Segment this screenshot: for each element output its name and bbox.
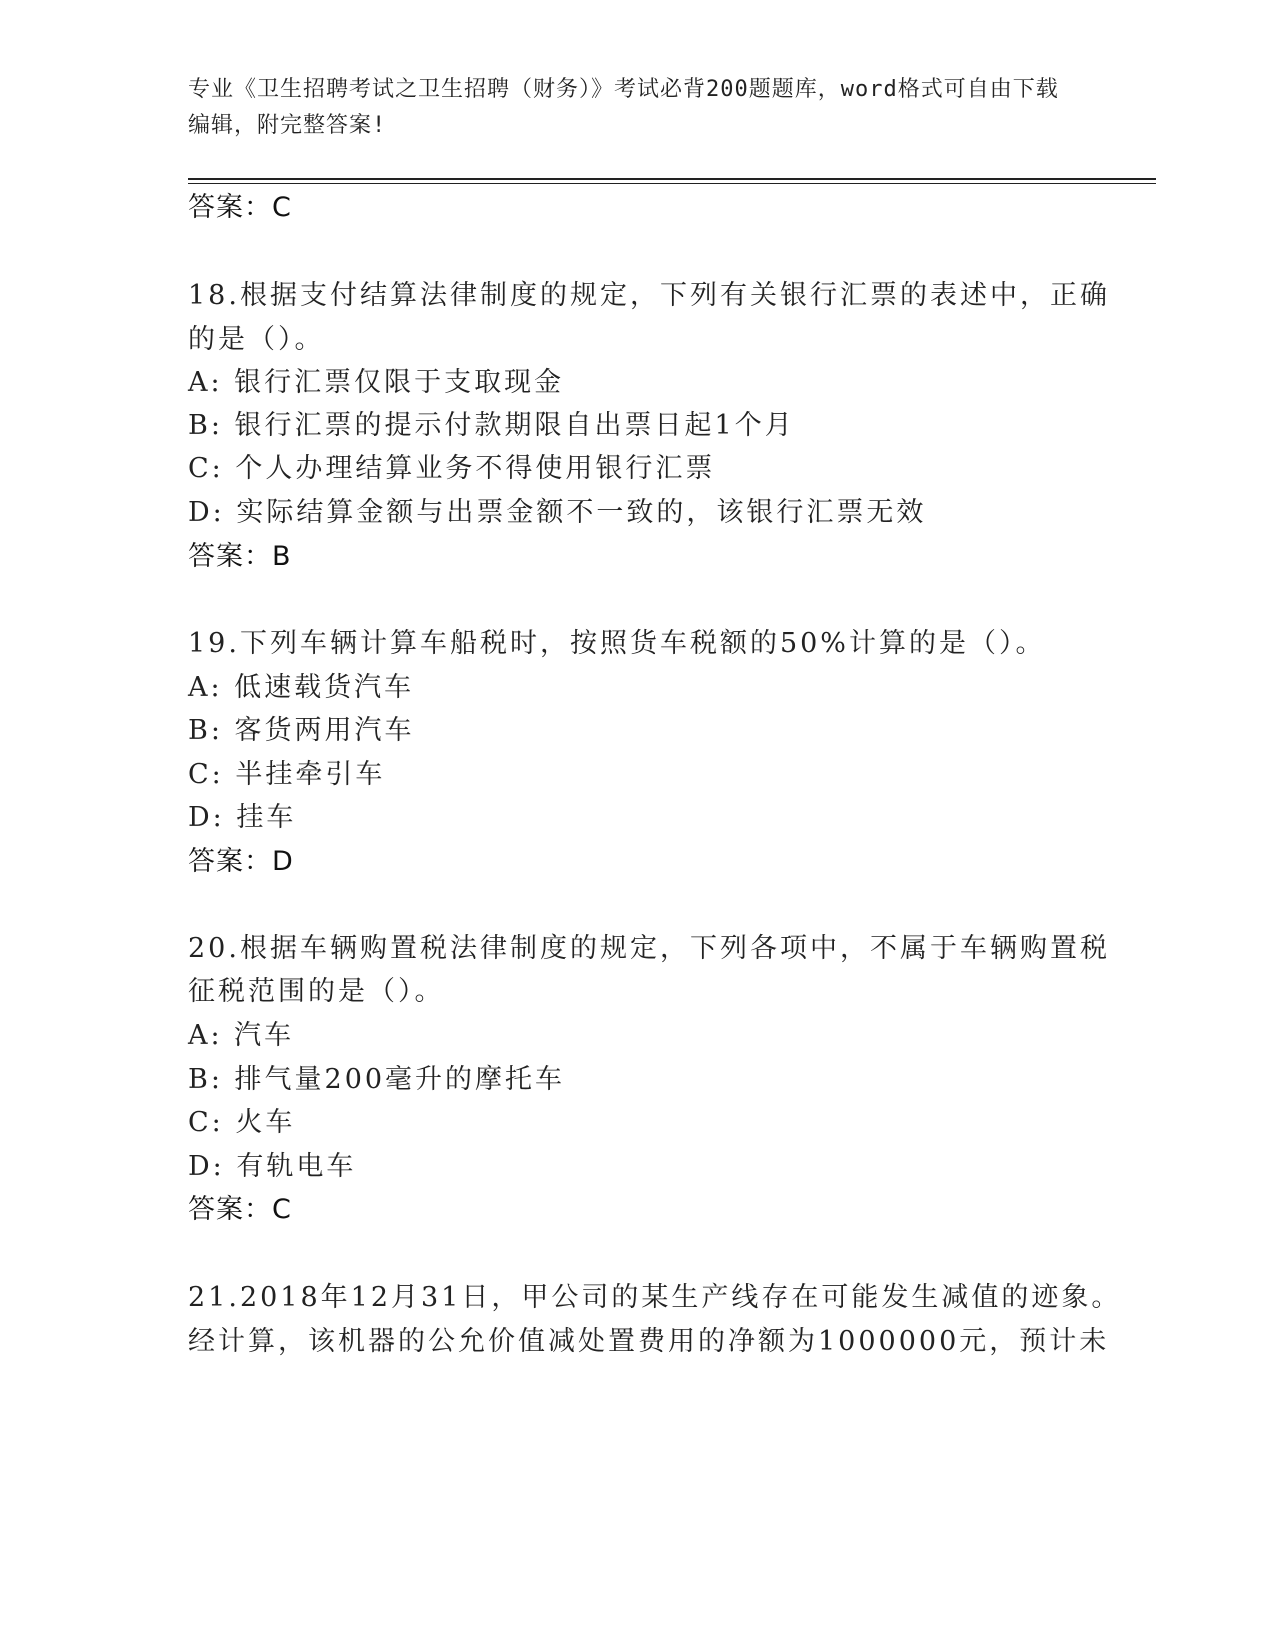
question-18-stem-line-2: 的是（）。 [188,324,325,355]
previous-answer: 答案：C [188,192,292,223]
header-rule-thin [188,183,1156,184]
question-19-option-d: D: 挂车 [188,802,297,833]
question-18-option-b: B: 银行汇票的提示付款期限自出票日起1个月 [188,410,795,441]
question-21-stem-line-1: 21.2018年12月31日，甲公司的某生产线存在可能发生减值的迹象。 [188,1282,1122,1313]
question-18-answer: 答案：B [188,541,292,572]
question-18-stem-line-1: 18.根据支付结算法律制度的规定，下列有关银行汇票的表述中，正确 [188,280,1110,311]
question-20-option-c: C: 火车 [188,1107,296,1138]
question-18-option-c: C: 个人办理结算业务不得使用银行汇票 [188,453,716,484]
question-20-answer: 答案：C [188,1194,292,1225]
question-20-stem-line-2: 征税范围的是（）。 [188,976,445,1007]
question-19-option-c: C: 半挂牵引车 [188,759,386,790]
question-19-option-b: B: 客货两用汽车 [188,715,415,746]
question-20-option-b: B: 排气量200毫升的摩托车 [188,1064,566,1095]
question-18-option-d: D: 实际结算金额与出票金额不一致的，该银行汇票无效 [188,497,927,528]
question-19-answer: 答案：D [188,846,294,877]
question-19-stem-line-1: 19.下列车辆计算车船税时，按照货车税额的50%计算的是（）。 [188,628,1046,659]
page-header: 专业《卫生招聘考试之卫生招聘（财务）》考试必背200题题库，word格式可自由下载编辑，附完整答案! [188,77,1059,138]
question-21-stem-line-2: 经计算，该机器的公允价值减处置费用的净额为1000000元，预计未 [188,1326,1110,1357]
question-19-option-a: A: 低速载货汽车 [188,672,415,703]
question-20-option-a: A: 汽车 [188,1020,295,1051]
question-20-option-d: D: 有轨电车 [188,1151,357,1182]
question-20-stem-line-1: 20.根据车辆购置税法律制度的规定，下列各项中，不属于车辆购置税 [188,933,1110,964]
question-18-option-a: A: 银行汇票仅限于支取现金 [188,367,565,398]
header-rule-thick [188,178,1156,180]
